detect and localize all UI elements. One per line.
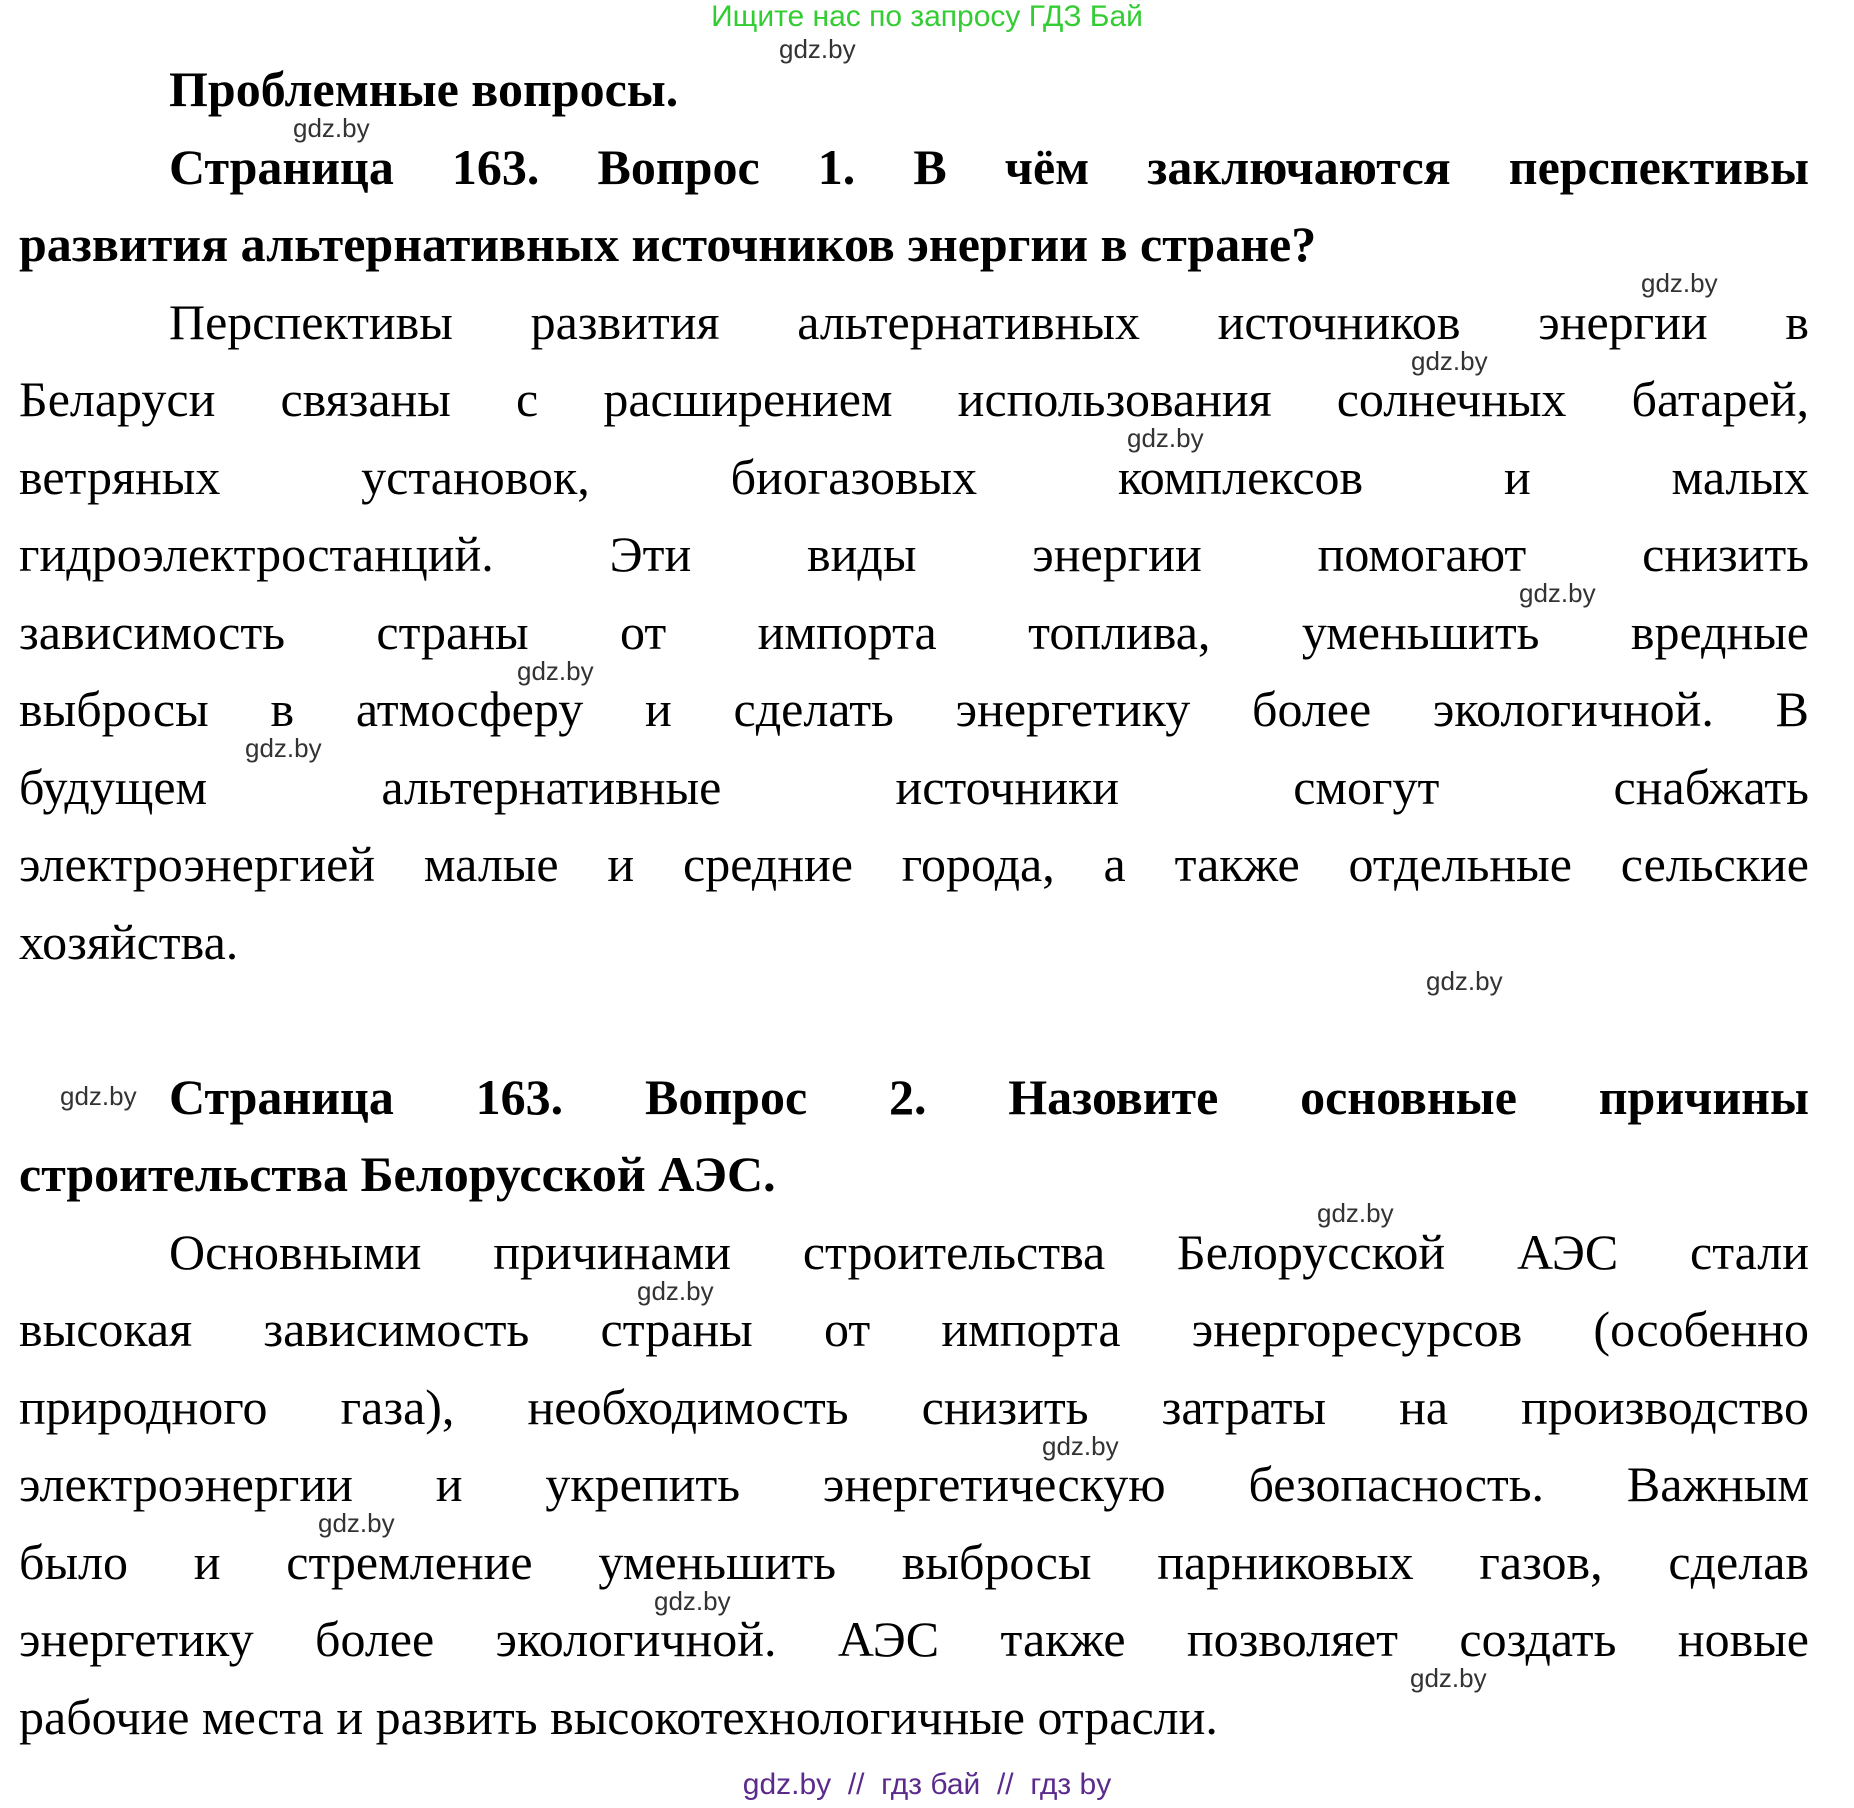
answer-2-line: высокая зависимость страны от импорта энергоресурсов (особенно [19, 1301, 1809, 1357]
answer-1-line: зависимость страны от импорта топлива, уменьшить вредные [19, 603, 1809, 660]
watermark: gdz.by [318, 1508, 395, 1538]
watermark: gdz.by [1410, 1663, 1487, 1693]
footer-links[interactable]: gdz.by // гдз бай // гдз by [742, 1768, 1112, 1801]
question-2-heading-line: строительства Белорусской АЭС. [19, 1146, 776, 1202]
answer-1-line: ветряных установок, биогазовых комплексов и малых [19, 448, 1809, 505]
answer-1-line: Беларуси связаны с расширением использования солнечных батарей, [19, 371, 1809, 427]
watermark: gdz.by [654, 1585, 731, 1616]
watermark: gdz.by [1411, 345, 1488, 376]
answer-2-line: природного газа), необходимость снизить затраты на производство [19, 1378, 1809, 1435]
watermark: gdz.by [1519, 578, 1596, 608]
answer-2-line: Основными причинами строительства Белорусской АЭС стали [169, 1223, 1809, 1280]
watermark: gdz.by [1426, 965, 1503, 996]
answer-1-line: Перспективы развития альтернативных источников энергии в [169, 293, 1809, 350]
answer-1-line: гидроэлектростанций. Эти виды энергии помогают снизить [19, 526, 1809, 582]
section-title: Проблемные вопросы. [169, 61, 679, 117]
answer-1-line: будущем альтернативные источники смогут снабжать [19, 758, 1809, 815]
watermark: gdz.by [60, 1081, 137, 1111]
answer-2-line: энергетику более экологичной. АЭС также позволяет создать новые [19, 1611, 1809, 1667]
watermark: gdz.by [245, 733, 322, 763]
question-1-heading-line: Страница 163. Вопрос 1. В чём заключаются перспективы [169, 138, 1809, 195]
answer-1-line: выбросы в атмосферу и сделать энергетику более экологичной. В [19, 681, 1809, 737]
document-body [19, 61, 1809, 1769]
spacer [19, 994, 1809, 1044]
question-1-heading-line: развития альтернативных источников энергии в стране? [19, 216, 1317, 272]
question-2-heading-line: Страница 163. Вопрос 2. Назовите основные причины [169, 1068, 1809, 1125]
answer-1-line: хозяйства. [19, 913, 239, 970]
watermark: gdz.by [1641, 268, 1718, 298]
watermark: gdz.by [1317, 1198, 1394, 1228]
answer-2-line: рабочие места и развить высокотехнологичные отрасли. [19, 1688, 1218, 1745]
answer-2-line: электроэнергии и укрепить энергетическую безопасность. Важным [19, 1456, 1809, 1512]
answer-1-line: электроэнергией малые и средние города, а также отдельные сельские [19, 836, 1809, 892]
answer-2-line: было и стремление уменьшить выбросы парниковых газов, сделав [19, 1533, 1809, 1590]
watermark: gdz.by [637, 1275, 714, 1306]
watermark: gdz.by [293, 113, 370, 143]
search-banner[interactable]: Ищите нас по запросу ГДЗ Бай [711, 0, 1143, 33]
watermark: gdz.by [1127, 423, 1204, 453]
watermark: gdz.by [517, 655, 594, 686]
watermark: gdz.by [779, 34, 856, 64]
watermark: gdz.by [1042, 1430, 1119, 1461]
